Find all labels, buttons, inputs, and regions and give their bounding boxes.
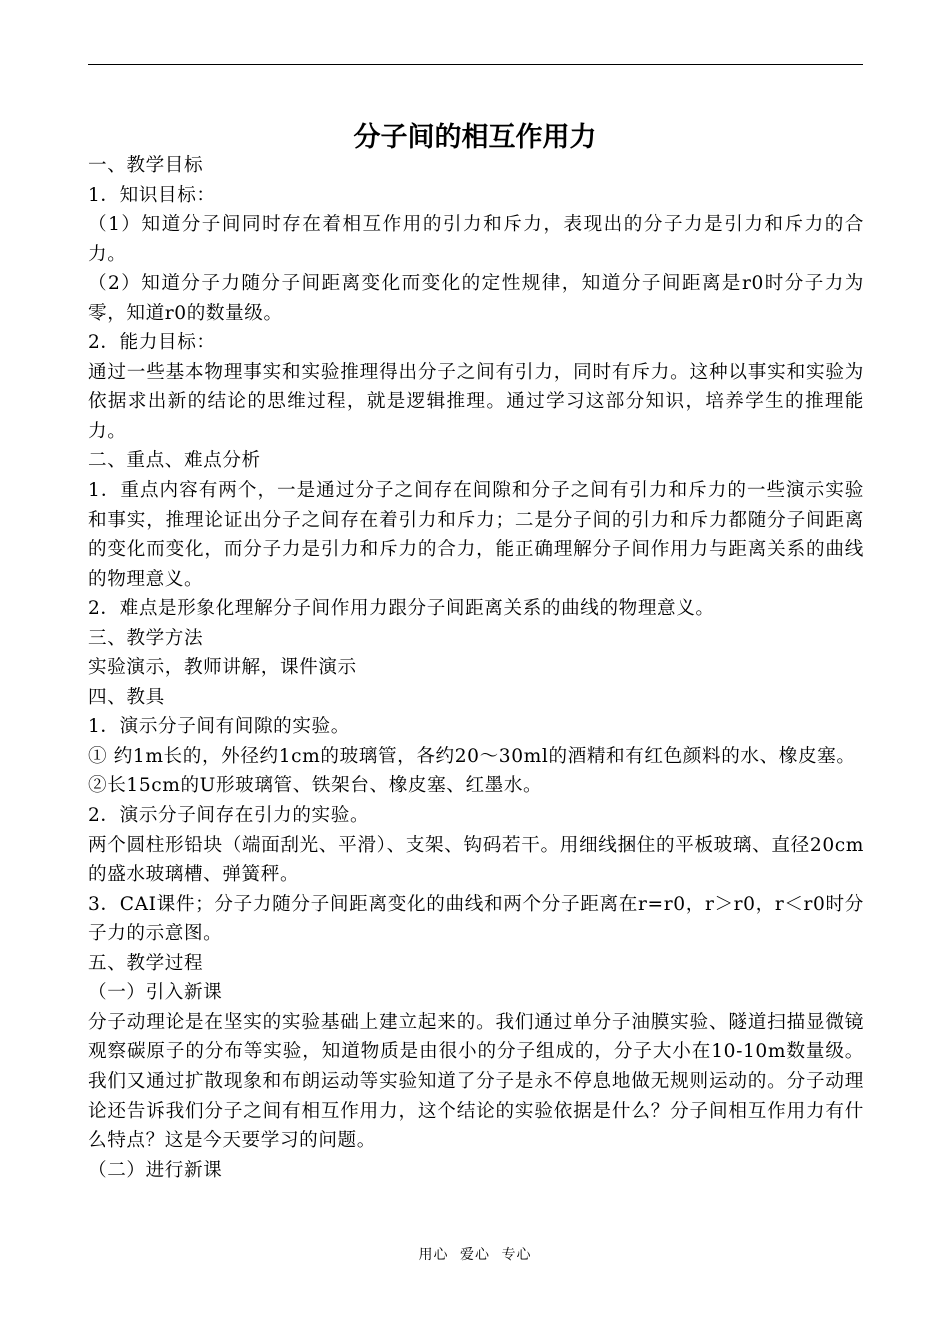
paragraph: 2．演示分子间存在引力的实验。 bbox=[88, 805, 370, 827]
document-title: 分子间的相互作用力 bbox=[353, 122, 597, 153]
paragraph: 1．演示分子间有间隙的实验。 bbox=[88, 716, 350, 738]
section-heading-teaching-process: 五、教学过程 bbox=[88, 952, 204, 974]
paragraph: 1．重点内容有两个，一是通过分子之间存在间隙和分子之间有引力和斥力的一些演示实验和事实，推理论证出分子之间存在着引力和斥力；二是分子间的引力和斥力都随分子间距离的变化而变化，而分子力是引力和斥力的合力，能正确理解分子间作用力与距离关系的曲线的物理意义。 bbox=[88, 480, 864, 590]
section-heading-teaching-goals: 一、教学目标 bbox=[88, 155, 204, 176]
section-heading-key-points: 二、重点、难点分析 bbox=[88, 450, 261, 472]
section-heading-teaching-methods: 三、教学方法 bbox=[88, 627, 204, 649]
document-body bbox=[88, 151, 864, 1185]
subheading-knowledge-goals: 1．知识目标： bbox=[88, 184, 216, 206]
subheading-introduction: （一）引入新课 bbox=[88, 982, 223, 1004]
paragraph: 通过一些基本物理事实和实验推理得出分子之间有引力，同时有斥力。这种以事实和实验为依据求出新的结论的思维过程，就是逻辑推理。通过学习这部分知识，培养学生的推理能力。 bbox=[88, 361, 864, 442]
page-footer: 用心 爱心 专心 bbox=[418, 1247, 532, 1263]
subheading-new-lesson: （二）进行新课 bbox=[88, 1159, 223, 1181]
paragraph: 3．CAI课件；分子力随分子间距离变化的曲线和两个分子距离在r=r0，r＞r0，r＜r0时分子力的示意图。 bbox=[88, 893, 864, 945]
paragraph: 实验演示，教师讲解，课件演示 bbox=[88, 657, 357, 679]
paragraph: （2）知道分子力随分子间距离变化而变化的定性规律，知道分子间距离是r0时分子力为零，知道r0的数量级。 bbox=[88, 273, 864, 324]
paragraph: ① 约1m长的，外径约1cm的玻璃管，各约20～30ml的酒精和有红色颜料的水、橡皮塞。 bbox=[88, 745, 856, 767]
paragraph: （1）知道分子间同时存在着相互作用的引力和斥力，表现出的分子力是引力和斥力的合力。 bbox=[88, 214, 864, 265]
header-rule bbox=[88, 64, 863, 65]
paragraph: 分子动理论是在坚实的实验基础上建立起来的。我们通过单分子油膜实验、隧道扫描显微镜观察碳原子的分布等实验，知道物质是由很小的分子组成的，分子大小在10-10m数量级。我们又通过扩散现象和布朗运动等实验知道了分子是永不停息地做无规则运动的。分子动理论还告诉我们分子之间有相互作用力，这个结论的实验依据是什么？分子间相互作用力有什么特点？这是今天要学习的问题。 bbox=[88, 1011, 864, 1152]
section-heading-teaching-aids: 四、教具 bbox=[88, 686, 165, 708]
paragraph: 2．难点是形象化理解分子间作用力跟分子间距离关系的曲线的物理意义。 bbox=[88, 598, 715, 620]
paragraph: ②长15cm的U形玻璃管、铁架台、橡皮塞、红墨水。 bbox=[88, 775, 543, 797]
paragraph: 两个圆柱形铅块（端面刮光、平滑）、支架、钩码若干。用细线捆住的平板玻璃、直径20cm的盛水玻璃槽、弹簧秤。 bbox=[88, 834, 864, 886]
subheading-ability-goals: 2．能力目标： bbox=[88, 332, 216, 354]
